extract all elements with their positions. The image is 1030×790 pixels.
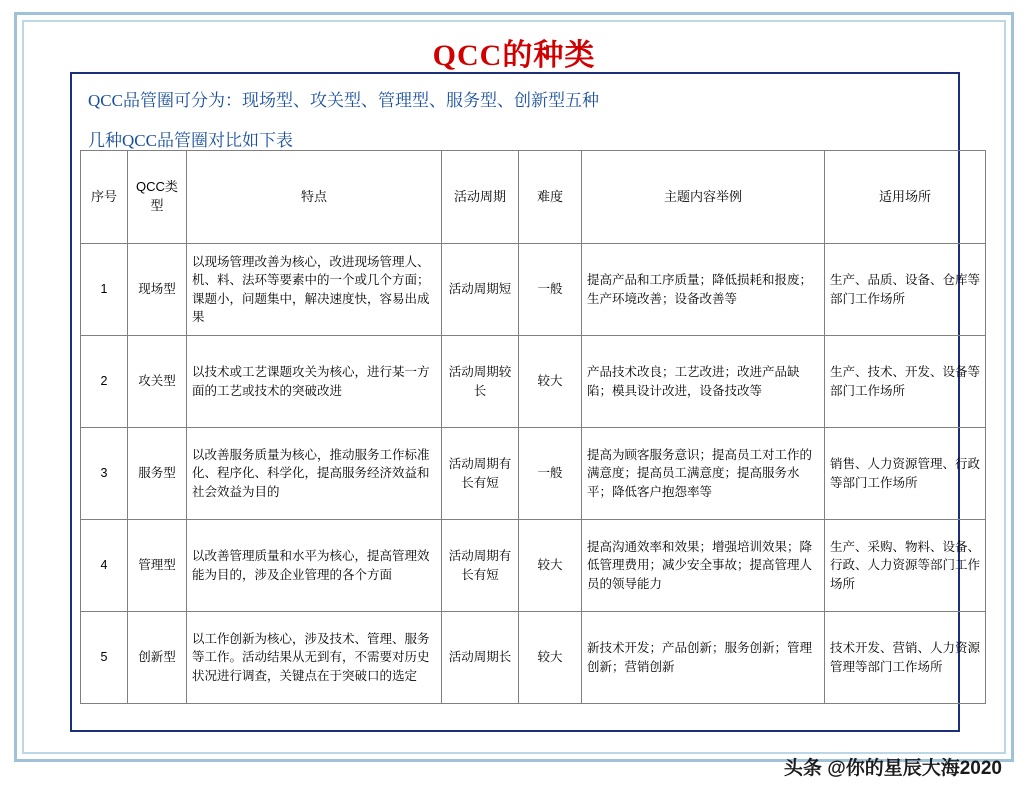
cell-cycle: 活动周期有长有短 [442,520,519,612]
column-header-feature: 特点 [187,151,442,244]
table-row [81,336,986,428]
cell-type: 服务型 [128,428,187,520]
cell-example: 提高产品和工序质量；降低损耗和报废；生产环境改善；设备改善等 [582,244,825,336]
cell-place: 技术开发、营销、人力资源管理等部门工作场所 [825,612,986,704]
cell-difficulty: 较大 [519,520,582,612]
cell-place: 销售、人力资源管理、行政等部门工作场所 [825,428,986,520]
table-row [81,520,986,612]
cell-example: 提高沟通效率和效果；增强培训效果；降低管理费用；减少安全事故；提高管理人员的领导能力 [582,520,825,612]
table-header-row [81,151,986,244]
cell-feature: 以改善服务质量为核心，推动服务工作标准化、程序化、科学化，提高服务经济效益和社会效益为目的 [187,428,442,520]
table-row [81,428,986,520]
table-header [81,151,986,244]
cell-cycle: 活动周期有长有短 [442,428,519,520]
cell-cycle: 活动周期长 [442,612,519,704]
page-title: QCC的种类 [432,39,596,72]
content-box [70,72,981,732]
intro-line-2: 几种QCC品管圈对比如下表 [88,131,293,150]
cell-example: 提高为顾客服务意识；提高员工对工作的满意度；提高员工满意度；提高服务水平；降低客户抱怨率等 [582,428,825,520]
cell-place: 生产、品质、设备、仓库等部门工作场所 [825,244,986,336]
cell-difficulty: 较大 [519,336,582,428]
intro-line-1: QCC品管圈可分为：现场型、攻关型、管理型、服务型、创新型五种 [88,91,599,110]
cell-example: 产品技术改良；工艺改进；改进产品缺陷；模具设计改进，设备技改等 [582,336,825,428]
cell-type: 攻关型 [128,336,187,428]
cell-place: 生产、采购、物料、设备、行政、人力资源等部门工作场所 [825,520,986,612]
qcc-comparison-table [80,150,986,704]
cell-no: 1 [81,244,128,336]
cell-no: 5 [81,612,128,704]
watermark: 头条 @你的星辰大海2020 [783,758,1002,779]
column-header-difficulty: 难度 [519,151,582,244]
column-header-no: 序号 [81,151,128,244]
cell-feature: 以现场管理改善为核心，改进现场管理人、机、料、法环等要素中的一个或几个方面；课题小，问题集中，解决速度快，容易出成果 [187,244,442,336]
cell-type: 现场型 [128,244,187,336]
table-body [81,244,986,704]
column-header-example: 主题内容举例 [582,151,825,244]
cell-no: 3 [81,428,128,520]
cell-no: 2 [81,336,128,428]
cell-difficulty: 较大 [519,612,582,704]
cell-feature: 以技术或工艺课题攻关为核心，进行某一方面的工艺或技术的突破改进 [187,336,442,428]
cell-difficulty: 一般 [519,244,582,336]
column-header-place: 适用场所 [825,151,986,244]
column-header-type: QCC类型 [128,151,187,244]
cell-no: 4 [81,520,128,612]
table-row [81,612,986,704]
cell-cycle: 活动周期较长 [442,336,519,428]
column-header-cycle: 活动周期 [442,151,519,244]
cell-example: 新技术开发；产品创新；服务创新；管理创新；营销创新 [582,612,825,704]
cell-place: 生产、技术、开发、设备等部门工作场所 [825,336,986,428]
table-row [81,244,986,336]
cell-cycle: 活动周期短 [442,244,519,336]
cell-type: 管理型 [128,520,187,612]
cell-feature: 以改善管理质量和水平为核心，提高管理效能为目的，涉及企业管理的各个方面 [187,520,442,612]
cell-feature: 以工作创新为核心，涉及技术、管理、服务等工作。活动结果从无到有，不需要对历史状况进行调查，关键点在于突破口的选定 [187,612,442,704]
cell-difficulty: 一般 [519,428,582,520]
cell-type: 创新型 [128,612,187,704]
